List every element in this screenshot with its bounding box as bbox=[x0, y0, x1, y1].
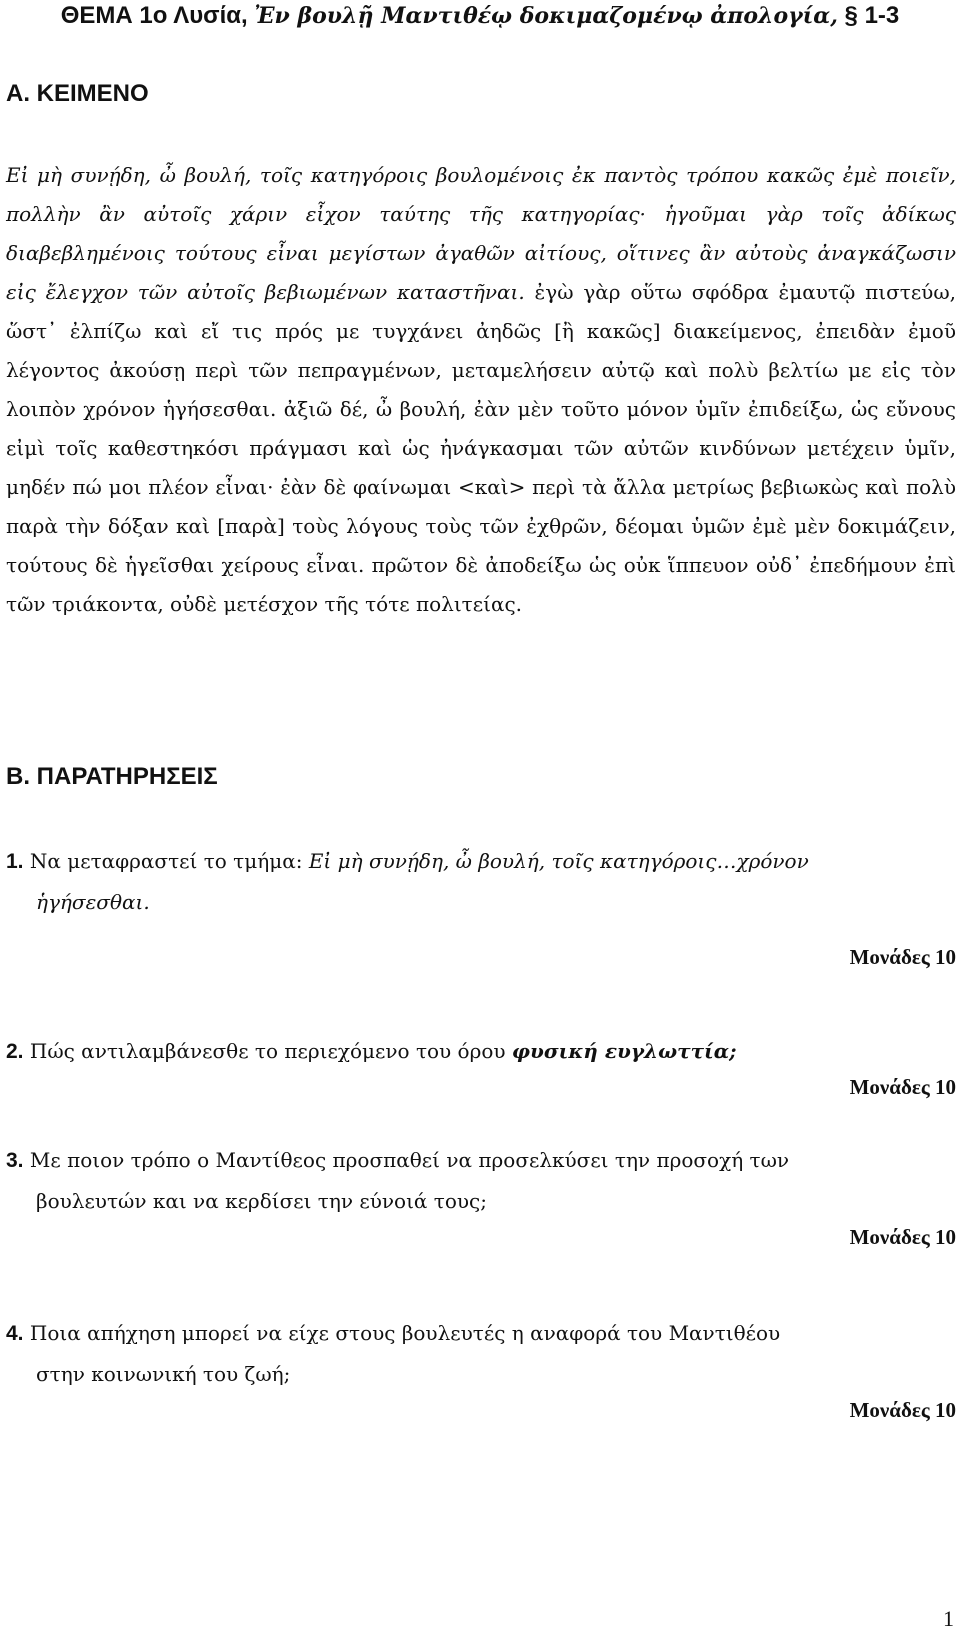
title-section: § 1-3 bbox=[844, 2, 900, 29]
score-label: Μονάδες 10 bbox=[849, 1075, 956, 1099]
score-label: Μονάδες 10 bbox=[849, 945, 956, 969]
text-segment: ἀξιῶ δέ, ὦ βουλή, ἐὰν μὲν τοῦτο μόνον ὑμῖν ἐπιδείξω, ὡς εὔνους εἰμὶ τοῖς καθεστηκόσι πράγμασι καὶ ὡς ἠνάγκασμαι τῶν αὐτῶν κινδύνων μετέχειν ὑμῖν, μηδέν πώ μοι πλέον εἶναι· ἐὰν δὲ φαίνωμαι <καὶ> περὶ τὰ ἄλλα μετρίως βεβιωκὼς καὶ πολὺ παρὰ τὴν δόξαν καὶ [παρὰ] τοὺς λόγους τοὺς τῶν ἐχθρῶν, δέομαι ὑμῶν ἐμὲ μὲν δοκιμάζειν, τούτους δὲ ἡγεῖσθαι χείρους εἶναι. bbox=[6, 397, 956, 577]
question-1 bbox=[6, 841, 956, 922]
question-text-line2: ἡγήσεσθαι. bbox=[36, 890, 150, 914]
question-text-line2: στην κοινωνική του ζωή; bbox=[36, 1362, 291, 1386]
title-prefix: ΘΕΜΑ 1ο Λυσία, bbox=[60, 2, 248, 29]
question-3 bbox=[6, 1140, 956, 1221]
question-number: 4. bbox=[6, 1322, 24, 1345]
question-number: 1. bbox=[6, 850, 24, 873]
title-work: Ἐν βουλῇ Μαντιθέῳ δοκιμαζομένῳ ἀπολογία, bbox=[254, 3, 838, 29]
question-text: Να μεταφραστεί το τμήμα: bbox=[29, 849, 309, 873]
question-number: 3. bbox=[6, 1149, 24, 1172]
section-b-heading: Β. ΠΑΡΑΤΗΡΗΣΕΙΣ bbox=[6, 763, 218, 790]
question-2 bbox=[6, 1031, 956, 1072]
page-number: 1 bbox=[943, 1606, 954, 1631]
question-quote: Εἰ μὴ συνῄδη, ὦ βουλή, τοῖς κατηγόροις…χρόνον bbox=[308, 849, 809, 873]
score-label: Μονάδες 10 bbox=[849, 1225, 956, 1249]
question-text: Πώς αντιλαμβάνεσθε το περιεχόμενο του όρου bbox=[29, 1039, 512, 1063]
question-text: Με ποιον τρόπο ο Μαντίθεος προσπαθεί να προσελκύσει την προσοχή των bbox=[29, 1148, 790, 1172]
question-term: φυσική ευγλωττία; bbox=[511, 1039, 737, 1063]
section-a-heading: Α. ΚΕΙΜΕΝΟ bbox=[6, 80, 149, 107]
question-text-line2: βουλευτών και να κερδίσει την εύνοιά τους; bbox=[36, 1189, 487, 1213]
question-text: Ποια απήχηση μπορεί να είχε στους βουλευτές η αναφορά του Μαντιθέου bbox=[29, 1321, 781, 1345]
ancient-text bbox=[6, 156, 956, 624]
score-label: Μονάδες 10 bbox=[849, 1398, 956, 1422]
question-number: 2. bbox=[6, 1040, 24, 1063]
question-4 bbox=[6, 1313, 956, 1394]
text-segment: Εἰ μὴ συνῄδη, ὦ βουλή, τοῖς κατηγόροις βουλομένοις ἐκ παντὸς τρόπου κακῶς ἐμὲ ποιεῖν, πολλὴν ἂν αὐτοῖς χάριν εἶχον ταύτης τῆς κατηγορίας· ἡγοῦμαι γὰρ τοῖς ἀδίκως διαβεβλημένοις τούτους εἶναι μεγίστων ἀγαθῶν αἰτίους, οἵτινες ἂν αὐτοὺς ἀναγκάζωσιν εἰς ἔλεγχον τῶν αὐτοῖς βεβιωμένων καταστῆναι. bbox=[6, 163, 956, 304]
text-segment: πρῶτον δὲ ἀποδείξω ὡς οὐκ ἵππευον οὐδ᾽ ἐπεδήμουν ἐπὶ τῶν τριάκοντα, οὐδὲ μετέσχον τῆς τότε πολιτείας. bbox=[6, 553, 956, 616]
text-segment: ἐγὼ γὰρ οὕτω σφόδρα ἐμαυτῷ πιστεύω, ὥστ᾽ ἐλπίζω καὶ εἴ τις πρός με τυγχάνει ἀηδῶς [ἢ κακῶς] διακείμενος, ἐπειδὰν ἐμοῦ λέγοντος ἀκούσῃ περὶ τῶν πεπραγμένων, μεταμελήσειν αὐτῷ καὶ πολὺ βελτίω με εἰς τὸν λοιπὸν χρόνον ἡγήσεσθαι. bbox=[6, 280, 956, 421]
page-title bbox=[0, 2, 960, 30]
